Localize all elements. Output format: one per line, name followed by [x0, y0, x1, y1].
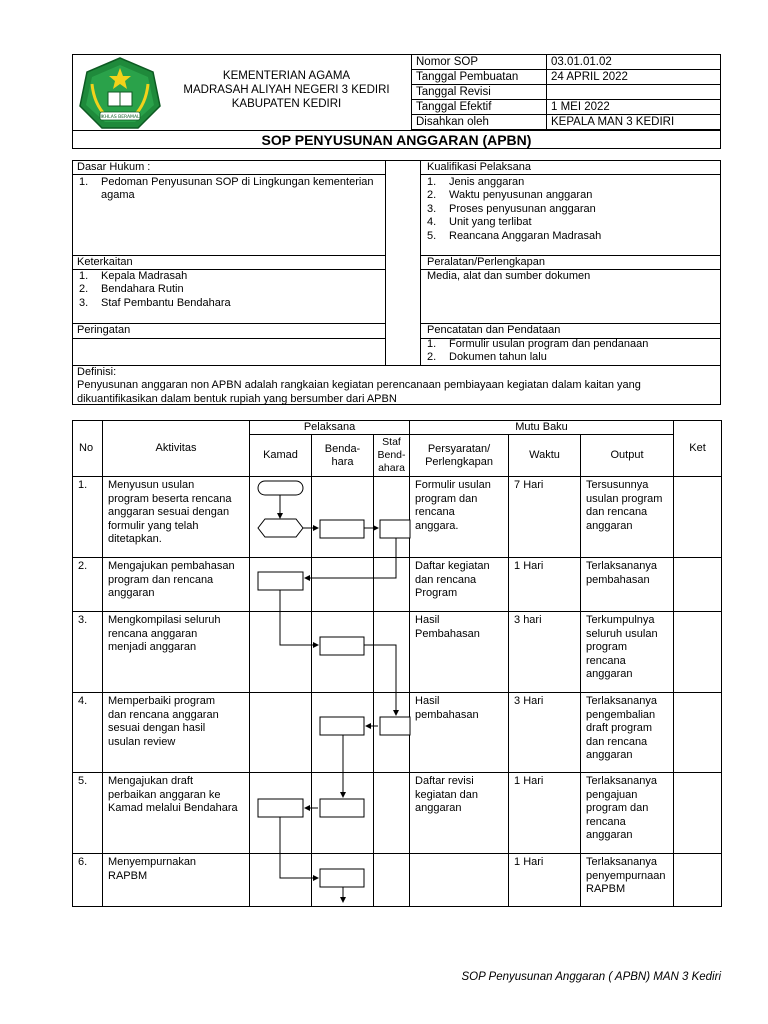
row-staf-cell: [374, 477, 410, 558]
list-item-text: Waktu penyusunan anggaran: [449, 189, 593, 202]
list-item: [427, 351, 717, 364]
row-output: Terlaksananya pengajuan program dan rencana anggaran: [581, 773, 674, 854]
row-output: Tersusunnya usulan program dan rencana anggaran: [581, 477, 674, 558]
list-item-text: Bendahara Rutin: [101, 283, 184, 296]
list-item-number: 1.: [427, 176, 437, 188]
peringatan-label: Peringatan: [77, 324, 131, 336]
list-item: [427, 338, 717, 351]
meta-label: Tanggal Revisi: [412, 85, 547, 100]
col-aktivitas-header: Aktivitas: [103, 421, 250, 477]
sop-activity-table: [72, 420, 722, 907]
list-item-text: Kepala Madrasah: [101, 270, 188, 282]
row-waktu: 1 Hari: [509, 773, 581, 854]
row-ket: [674, 558, 722, 612]
table-row: [73, 854, 722, 907]
meta-label: Nomor SOP: [412, 55, 547, 70]
table-row: [73, 612, 722, 693]
meta-value: [547, 85, 721, 100]
list-item-number: 1.: [427, 338, 437, 350]
row-bendahara-cell: [312, 854, 374, 907]
list-item: [427, 189, 717, 202]
row-output: Terlaksananya penyempurnaan RAPBM: [581, 854, 674, 907]
row-number: 4.: [73, 693, 103, 773]
definisi-text: Penyusunan anggaran non APBN adalah rangkaian kegiatan perencanaan pembiayaan kegiatan dalam kaitan yang dikuantifikasikan dalam bentuk rupiah yang bersumber dari APBN: [77, 379, 641, 405]
row-persyaratan: Hasil Pembahasan: [410, 612, 509, 693]
col-ket-header: Ket: [674, 421, 722, 477]
keterkaitan-list: [79, 270, 381, 310]
row-persyaratan: Hasil pembahasan: [410, 693, 509, 773]
col-persyaratan-header: Persyaratan/ Perlengkapan: [410, 435, 509, 477]
row-kamad-cell: [250, 612, 312, 693]
list-item-number: 5.: [427, 229, 437, 242]
row-ket: [674, 773, 722, 854]
sop-meta-table: [411, 54, 721, 130]
meta-value: KEPALA MAN 3 KEDIRI: [547, 115, 721, 130]
row-bendahara-cell: [312, 693, 374, 773]
row-kamad-cell: [250, 773, 312, 854]
list-item: [427, 230, 717, 243]
col-waktu-header: Waktu: [509, 435, 581, 477]
row-staf-cell: [374, 773, 410, 854]
list-item: [427, 203, 717, 216]
info-row-line: [72, 338, 386, 339]
page-title: SOP PENYUSUNAN ANGGARAN (APBN): [261, 132, 532, 148]
list-item-text: Reancana Anggaran Madrasah: [449, 229, 602, 242]
row-persyaratan: Daftar kegiatan dan rencana Program: [410, 558, 509, 612]
row-bendahara-cell: [312, 477, 374, 558]
meta-value: 24 APRIL 2022: [547, 70, 721, 85]
row-aktivitas: Mengajukan pembahasan program dan rencana anggaran: [103, 558, 250, 612]
list-item-text: Pedoman Penyusunan SOP di Lingkungan kementerian agama: [101, 176, 374, 202]
meta-value: 03.01.01.02: [547, 55, 721, 70]
col-no-header: No: [73, 421, 103, 477]
meta-label: Tanggal Efektif: [412, 100, 547, 115]
row-staf-cell: [374, 612, 410, 693]
ministry-name: KEMENTERIAN AGAMA: [222, 70, 351, 82]
row-aktivitas: Menyempurnakan RAPBM: [103, 854, 250, 907]
row-kamad-cell: [250, 477, 312, 558]
meta-row: [412, 100, 721, 115]
col-kamad-header: Kamad: [250, 435, 312, 477]
table-row: [73, 558, 722, 612]
row-staf-cell: [374, 693, 410, 773]
list-item: [427, 176, 717, 189]
row-number: 3.: [73, 612, 103, 693]
row-number: 5.: [73, 773, 103, 854]
list-item-text: Unit yang terlibat: [449, 216, 532, 229]
row-ket: [674, 612, 722, 693]
kualifikasi-list: [427, 176, 717, 243]
list-item-number: 3.: [79, 296, 89, 309]
list-item-text: Proses penyusunan anggaran: [449, 202, 596, 215]
peralatan-label: Peralatan/Perlengkapan: [427, 256, 546, 268]
list-item: [79, 176, 381, 203]
peralatan-text: Media, alat dan sumber dokumen: [427, 270, 591, 282]
list-item: [79, 297, 381, 310]
row-kamad-cell: [250, 558, 312, 612]
logo-motto-text: IKHLAS BERAMAL: [100, 115, 140, 120]
list-item-text: Jenis anggaran: [449, 176, 525, 188]
row-number: 1.: [73, 477, 103, 558]
row-number: 6.: [73, 854, 103, 907]
list-item-text: Staf Pembantu Bendahara: [101, 296, 231, 309]
meta-label: Disahkan oleh: [412, 115, 547, 130]
meta-row: [412, 70, 721, 85]
row-waktu: 3 Hari: [509, 693, 581, 773]
meta-row: [412, 85, 721, 100]
list-item: [79, 270, 381, 283]
row-ket: [674, 477, 722, 558]
col-pelaksana-header: Pelaksana: [250, 421, 410, 435]
row-number: 2.: [73, 558, 103, 612]
row-bendahara-cell: [312, 558, 374, 612]
row-kamad-cell: [250, 693, 312, 773]
info-left-divider: [385, 160, 386, 366]
row-waktu: 1 Hari: [509, 854, 581, 907]
list-item: [427, 216, 717, 229]
keterkaitan-label: Keterkaitan: [77, 256, 133, 268]
list-item-text: Dokumen tahun lalu: [449, 351, 547, 364]
row-persyaratan: Formulir usulan program dan rencana anggara.: [410, 477, 509, 558]
table-row: [73, 693, 722, 773]
table-row: [73, 773, 722, 854]
row-aktivitas: Mengajukan draft perbaikan anggaran ke Kamad melalui Bendahara: [103, 773, 250, 854]
row-ket: [674, 854, 722, 907]
meta-row: [412, 115, 721, 130]
meta-label: Tanggal Pembuatan: [412, 70, 547, 85]
row-aktivitas: Memperbaiki program dan rencana anggaran sesuai dengan hasil usulan review: [103, 693, 250, 773]
row-waktu: 1 Hari: [509, 558, 581, 612]
row-kamad-cell: [250, 854, 312, 907]
info-row-line: [72, 365, 721, 366]
row-bendahara-cell: [312, 773, 374, 854]
list-item-number: 2.: [427, 351, 437, 364]
row-bendahara-cell: [312, 612, 374, 693]
list-item-number: 2.: [79, 283, 89, 296]
pencatatan-list: [427, 338, 717, 365]
regency-name: KABUPATEN KEDIRI: [231, 98, 342, 110]
kualifikasi-label: Kualifikasi Pelaksana: [427, 161, 531, 173]
row-waktu: 3 hari: [509, 612, 581, 693]
row-aktivitas: Mengkompilasi seluruh rencana anggaran menjadi anggaran: [103, 612, 250, 693]
table-row: [73, 477, 722, 558]
school-name: MADRASAH ALIYAH NEGERI 3 KEDIRI: [183, 84, 390, 96]
list-item-number: 3.: [427, 202, 437, 215]
row-persyaratan: [410, 854, 509, 907]
col-output-header: Output: [581, 435, 674, 477]
row-staf-cell: [374, 558, 410, 612]
info-right-divider: [420, 160, 421, 366]
col-mutu-baku-header: Mutu Baku: [410, 421, 674, 435]
row-output: Terkumpulnya seluruh usulan program rencana anggaran: [581, 612, 674, 693]
meta-row: [412, 55, 721, 70]
dasar-hukum-list: [79, 176, 381, 203]
list-item-number: 4.: [427, 216, 437, 229]
list-item-number: 1.: [79, 176, 89, 188]
row-staf-cell: [374, 854, 410, 907]
row-waktu: 7 Hari: [509, 477, 581, 558]
dasar-hukum-label: Dasar Hukum :: [77, 161, 151, 173]
col-bendahara-header: Benda- hara: [312, 435, 374, 477]
row-ket: [674, 693, 722, 773]
list-item: [79, 283, 381, 296]
row-persyaratan: Daftar revisi kegiatan dan anggaran: [410, 773, 509, 854]
definisi-label: Definisi:: [77, 366, 117, 378]
list-item-number: 2.: [427, 189, 437, 202]
col-staf-header: Staf Bend- ahara: [374, 435, 410, 477]
pencatatan-label: Pencatatan dan Pendataan: [427, 324, 561, 336]
row-output: Terlaksananya pembahasan: [581, 558, 674, 612]
meta-value: 1 MEI 2022: [547, 100, 721, 115]
row-aktivitas: Menyusun usulan program beserta rencana anggaran sesuai dengan formulir yang telah ditetapkan.: [103, 477, 250, 558]
row-output: Terlaksananya pengembalian draft program dan rencana anggaran: [581, 693, 674, 773]
ministry-logo: [78, 56, 162, 130]
list-item-text: Formulir usulan program dan pendanaan: [449, 338, 649, 350]
list-item-number: 1.: [79, 270, 89, 282]
page-footer: SOP Penyusunan Anggaran ( APBN) MAN 3 Kediri: [461, 971, 721, 983]
